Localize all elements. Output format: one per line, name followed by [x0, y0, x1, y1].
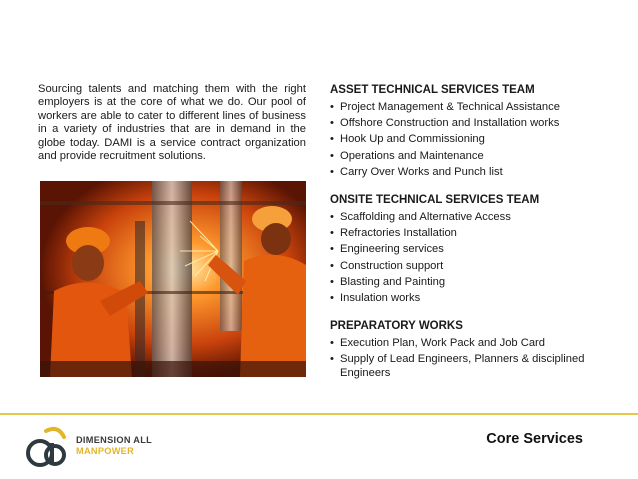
- list-item: • Carry Over Works and Punch list: [330, 164, 600, 180]
- list-item: • Execution Plan, Work Pack and Job Card: [330, 335, 600, 351]
- workers-photo: [40, 181, 306, 377]
- list-item: • Construction support: [330, 258, 600, 274]
- slide-title: Core Services: [486, 431, 583, 447]
- services-column: [330, 82, 600, 392]
- section-heading: PREPARATORY WORKS: [330, 320, 463, 333]
- list-item: • Scaffolding and Alternative Access: [330, 209, 600, 225]
- list-item: • Hook Up and Commissioning: [330, 131, 600, 147]
- company-logo-icon: [24, 425, 70, 471]
- list-item: • Refractories Installation: [330, 225, 600, 241]
- service-list: [330, 209, 600, 306]
- section-heading: ASSET TECHNICAL SERVICES TEAM: [330, 84, 535, 96]
- section-preparatory-works: [330, 318, 600, 380]
- list-item: • Engineering services: [330, 241, 600, 257]
- brand-line-1: DIMENSION ALL: [76, 435, 153, 445]
- service-list: [330, 99, 600, 180]
- section-asset-technical: [330, 82, 600, 180]
- list-item: • Supply of Lead Engineers, Planners & disciplined Engineers: [330, 353, 600, 380]
- list-item: • Project Management & Technical Assistance: [330, 99, 600, 115]
- section-onsite-technical: [330, 192, 600, 306]
- list-item: • Operations and Maintenance: [330, 148, 600, 164]
- list-item: • Blasting and Painting: [330, 274, 600, 290]
- service-list: [330, 335, 600, 380]
- brand-line-2: MANPOWER: [76, 446, 135, 456]
- list-item: • Offshore Construction and Installation works: [330, 115, 600, 131]
- list-item: • Insulation works: [330, 290, 600, 306]
- section-heading: ONSITE TECHNICAL SERVICES TEAM: [330, 194, 540, 207]
- intro-paragraph: Sourcing talents and matching them with the right employers is at the core of what we do. Our pool of workers are able to cater to different lines of business in a variety of industries that are in demand in the globe today. DAMI is a service contract organization and provide recruitment solutions.: [38, 83, 306, 163]
- footer-divider: [0, 413, 638, 415]
- brand-name: [76, 435, 152, 457]
